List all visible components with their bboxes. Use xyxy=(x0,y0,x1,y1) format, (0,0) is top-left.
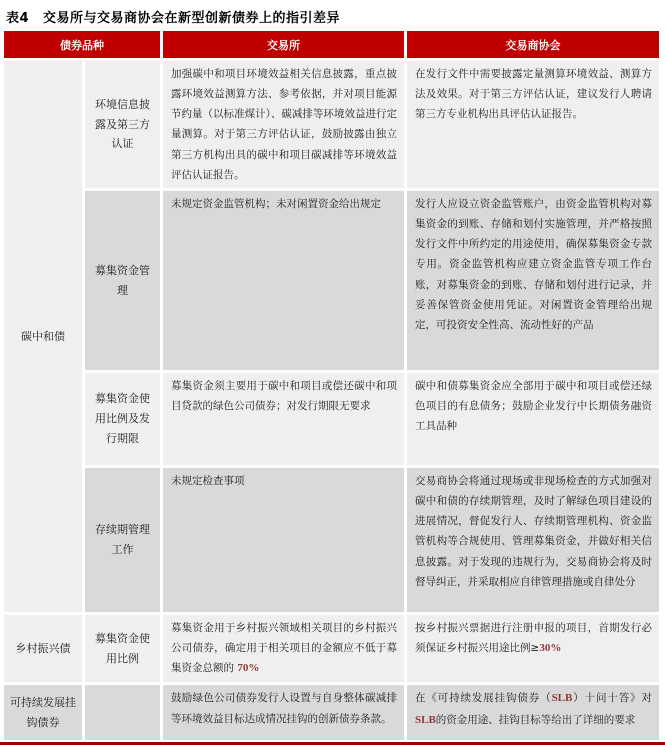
table-row xyxy=(4,685,659,740)
aspect-cell: 环境信息披露及第三方认证 xyxy=(85,61,160,188)
header-exchange: 交易所 xyxy=(163,31,404,58)
exchange-cell: 募集资金须主要用于碳中和项目或偿还碳中和项目贷款的绿色公司债券；对发行期限无要求 xyxy=(163,373,404,465)
nafmii-cell: 交易商协会将通过现场或非现场检查的方式加强对碳中和债的存续期管理，及时了解绿色项目建设的进展情况，督促发行人、存续期管理机构、资金监管机构等合规使用、管理募集资金，并做好相关信息披露。对于发现的违规行为，交易商协会将及时督导纠正，并采取相应自律管理措施或自律处分 xyxy=(407,468,659,612)
exchange-cell: 未规定检查事项 xyxy=(163,468,404,612)
exchange-cell: 未规定资金监管机构；未对闲置资金给出规定 xyxy=(163,191,404,370)
aspect-cell-empty xyxy=(85,685,160,740)
table-row xyxy=(4,468,659,612)
highlight-slb-1: SLB xyxy=(551,692,573,705)
table-title xyxy=(0,0,665,28)
header-row xyxy=(4,31,659,58)
nafmii-cell: 发行人应设立资金监管账户，由资金监管机构对募集资金的到账、存储和划付实施管理，并严格按照发行文件中所约定的用途使用，确保募集资金专款专用。资金监管机构应建立资金监管专项工作台账，对募集资金的到账、存储和划付进行记录，并妥善保管资金使用凭证。对闲置资金管理给出规定，可投资安全性高、流动性好的产品 xyxy=(407,191,659,370)
cell-text: 按乡村振兴票据进行注册申报的项目，首期发行必须保证乡村振兴用途比例≥ xyxy=(415,622,652,655)
table-row xyxy=(4,61,659,188)
aspect-cell: 募集资金使用比例及发行期限 xyxy=(85,373,160,465)
cell-text: ）十问十答》对 xyxy=(572,692,653,705)
table-row xyxy=(4,191,659,370)
table-row xyxy=(4,373,659,465)
highlight-slb-2: SLB xyxy=(415,713,436,726)
nafmii-cell: 在发行文件中需要披露定量测算环境效益、测算方法及效果。对于第三方评估认证，建议发行人聘请第三方专业机构出具评估认证报告。 xyxy=(407,61,659,188)
exchange-cell: 加强碳中和项目环境效益相关信息披露，重点披露环境效益测算方法、参考依据，并对项目能源节约量（以标准煤计）、碳减排等环境效益进行定量测算。对于第三方评估认证，鼓励披露由独立第三方机构出具的碳中和项目碳减排等环境效益评估认证报告。 xyxy=(163,61,404,188)
bond-cell-rural-revitalization: 乡村振兴债 xyxy=(4,615,82,682)
table-number: 表4 xyxy=(6,11,30,26)
header-nafmii: 交易商协会 xyxy=(407,31,659,58)
nafmii-cell xyxy=(407,615,659,682)
aspect-cell: 存续期管理工作 xyxy=(85,468,160,612)
highlight-30-percent: 30% xyxy=(539,642,562,655)
nafmii-cell xyxy=(407,685,659,740)
exchange-cell xyxy=(163,615,404,682)
nafmii-cell: 碳中和债募集资金应全部用于碳中和项目或偿还绿色项目的有息债务；鼓励企业发行中长期债务融资工具品种 xyxy=(407,373,659,465)
comparison-table xyxy=(1,28,662,743)
cell-text: 募集资金用于乡村振兴领域相关项目的乡村振兴公司债券，确定用于相关项目的金额应不低于募集资金总额的 xyxy=(171,622,397,675)
exchange-cell: 鼓励绿色公司债券发行人设置与自身整体碳减排等环境效益目标达成情况挂钩的创新债券条款。 xyxy=(163,685,404,740)
bond-cell-carbon-neutral: 碳中和债 xyxy=(4,61,82,612)
cell-text: 在《可持续发展挂钩债券（ xyxy=(415,692,552,705)
bond-cell-sustainability-linked: 可持续发展挂钩债券 xyxy=(4,685,82,740)
header-bond-type: 债券品种 xyxy=(4,31,160,58)
aspect-cell: 募集资金管理 xyxy=(85,191,160,370)
highlight-70-percent: 70% xyxy=(237,662,260,675)
aspect-cell: 募集资金使用比例 xyxy=(85,615,160,682)
table-row xyxy=(4,615,659,682)
table-title-text: 交易所与交易商协会在新型创新债券上的指引差异 xyxy=(43,11,341,26)
cell-text: 的资金用途、挂钩目标等给出了详细的要求 xyxy=(435,713,636,726)
